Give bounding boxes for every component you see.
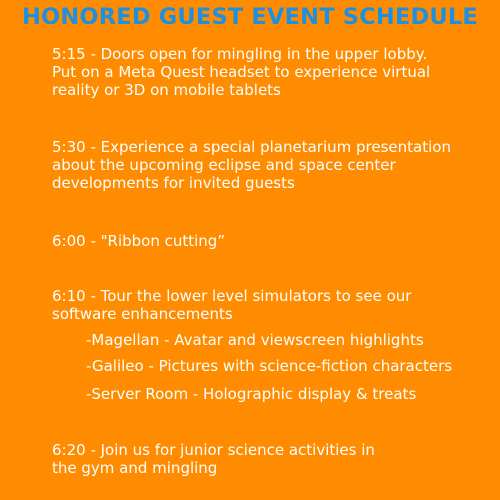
event-line: 6:10 - Tour the lower level simulators to see our xyxy=(52,287,412,305)
event-line: 6:00 - "Ribbon cutting” xyxy=(52,232,226,250)
event-line: about the upcoming eclipse and space center xyxy=(52,156,396,174)
event-line: Put on a Meta Quest headset to experience virtual xyxy=(52,63,431,81)
page-title: HONORED GUEST EVENT SCHEDULE xyxy=(22,4,478,30)
event-530 xyxy=(52,138,451,192)
event-line: 5:30 - Experience a special planetarium presentation xyxy=(52,138,451,156)
event-610 xyxy=(52,287,411,323)
sub-item-server-room: -Server Room - Holographic display & treats xyxy=(86,385,417,403)
event-line: 6:20 - Join us for junior science activities in xyxy=(52,441,375,459)
event-620 xyxy=(52,441,375,477)
event-line: software enhancements xyxy=(52,305,233,323)
sub-item-magellan: -Magellan - Avatar and viewscreen highlights xyxy=(86,331,424,349)
event-line: developments for invited guests xyxy=(52,174,295,192)
event-line: reality or 3D on mobile tablets xyxy=(52,81,281,99)
event-line: the gym and mingling xyxy=(52,459,218,477)
event-515 xyxy=(52,45,430,99)
event-line: 5:15 - Doors open for mingling in the upper lobby. xyxy=(52,45,428,63)
event-600 xyxy=(52,232,225,250)
sub-item-galileo: -Galileo - Pictures with science-fiction characters xyxy=(86,357,453,375)
